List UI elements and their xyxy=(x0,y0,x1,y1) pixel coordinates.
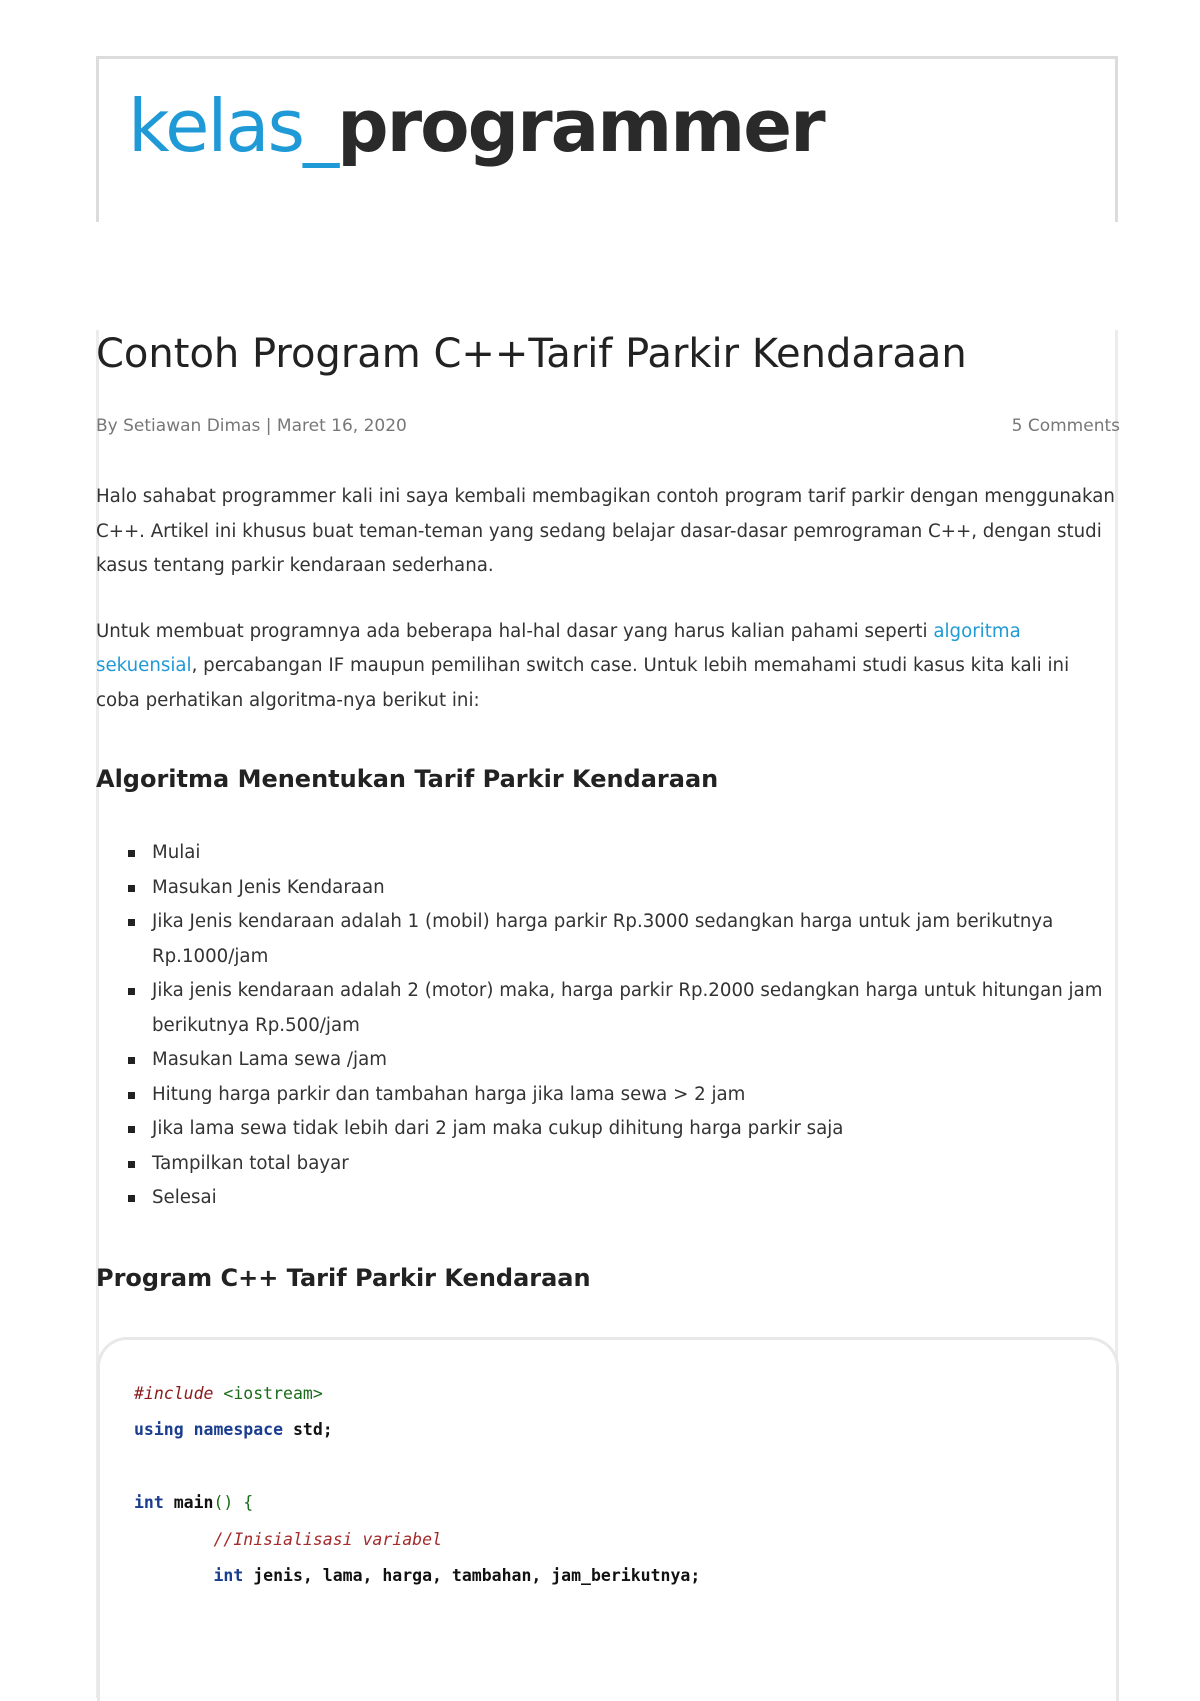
p2-text-before: Untuk membuat programnya ada beberapa hal-hal dasar yang harus kalian pahami seperti xyxy=(96,620,934,642)
meta-byline xyxy=(96,416,407,436)
post-date: Maret 16, 2020 xyxy=(276,416,407,436)
code-include-header: <iostream> xyxy=(213,1384,323,1403)
list-item: Jika jenis kendaraan adalah 2 (motor) maka, harga parkir Rp.2000 sedangkan harga untuk hitungan jam berikutnya Rp.500/jam xyxy=(152,974,1172,1043)
code-main-function: main xyxy=(163,1493,214,1513)
list-item: Hitung harga parkir dan tambahan harga jika lama sewa > 2 jam xyxy=(152,1078,1172,1113)
code-content xyxy=(134,1376,700,1594)
code-main-paren: () { xyxy=(213,1493,254,1513)
meta-separator: | xyxy=(265,416,272,436)
p2-text-after: , percabangan IF maupun pemilihan switch case. Untuk lebih memahami studi kasus kita kali ini coba perhatikan algoritma-nya berikut ini: xyxy=(96,655,1070,711)
list-item: Masukan Lama sewa /jam xyxy=(152,1043,1172,1078)
logo-part-programmer: programmer xyxy=(337,84,824,168)
list-item: Tampilkan total bayar xyxy=(152,1147,1172,1182)
article-meta xyxy=(96,416,1120,436)
list-item: Selesai xyxy=(152,1181,1172,1216)
header-border-right xyxy=(1115,56,1118,222)
code-variable-declaration: jenis, lama, harga, tambahan, jam_berikutnya; xyxy=(243,1566,701,1586)
code-std: std; xyxy=(283,1420,333,1440)
list-item: Jika lama sewa tidak lebih dari 2 jam maka cukup dihitung harga parkir saja xyxy=(152,1112,1172,1147)
article-title: Contoh Program C++Tarif Parkir Kendaraan xyxy=(96,331,967,377)
code-int-keyword-2: int xyxy=(213,1566,244,1586)
algoritma-sekuensial-link[interactable]: algoritma sekuensial xyxy=(96,620,1021,676)
meta-by: By xyxy=(96,416,118,436)
list-item: Mulai xyxy=(152,836,1172,871)
algorithm-steps-list xyxy=(96,836,1172,1216)
author-link[interactable]: Setiawan Dimas xyxy=(123,416,261,436)
header-border-top xyxy=(96,56,1118,59)
site-logo[interactable] xyxy=(128,84,824,168)
code-using-keyword: using xyxy=(134,1420,184,1440)
list-item: Jika Jenis kendaraan adalah 1 (mobil) harga parkir Rp.3000 sedangkan harga untuk jam berikutnya Rp.1000/jam xyxy=(152,905,1172,974)
code-namespace-keyword: namespace xyxy=(183,1420,284,1440)
code-comment: //Inisialisasi variabel xyxy=(213,1529,442,1549)
intro-paragraph: Halo sahabat programmer kali ini saya kembali membagikan contoh program tarif parkir dengan menggunakan C++. Artikel ini khusus buat teman-teman yang sedang belajar dasar-dasar pemrograman C++, dengan studi kasus tentang parkir kendaraan sederhana. xyxy=(96,486,1115,576)
article-body xyxy=(96,480,1116,749)
second-paragraph xyxy=(96,615,1116,719)
code-include-directive: #include xyxy=(134,1384,214,1403)
header-border-left xyxy=(96,56,99,222)
comments-link[interactable]: 5 Comments xyxy=(1011,416,1120,436)
list-item: Masukan Jenis Kendaraan xyxy=(152,871,1172,906)
heading-program: Program C++ Tarif Parkir Kendaraan xyxy=(96,1264,591,1292)
logo-part-kelas: kelas_ xyxy=(128,84,338,168)
heading-algoritma: Algoritma Menentukan Tarif Parkir Kendaraan xyxy=(96,765,719,793)
code-int-keyword: int xyxy=(134,1493,164,1513)
